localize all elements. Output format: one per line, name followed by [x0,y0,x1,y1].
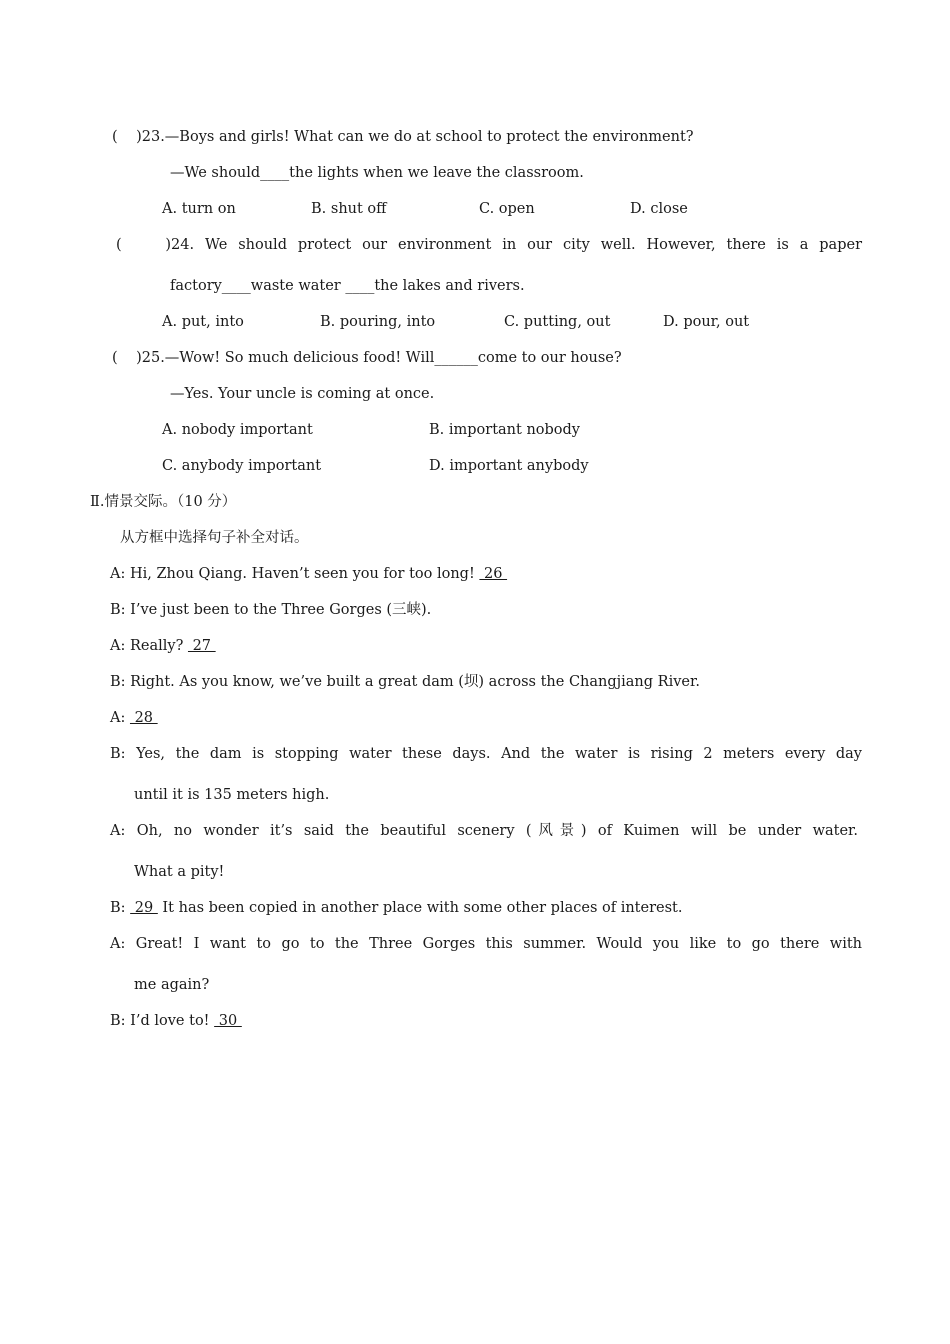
q25-stem: ( )25.—Wow! So much delicious food! Will______come to our house? [112,350,622,366]
q24-option-b: B. pouring, into [320,314,436,330]
q23-option-d: D. close [630,201,688,217]
section-instruction: 从方框中选择句子补全对话。 [120,530,309,546]
q24-stem: ( )24. We should protect our environment in our city well. However, there is a paper [116,237,862,253]
q23-stem: ( )23.—Boys and girls! What can we do at school to protect the environment? [112,129,694,145]
q23-option-c: C. open [479,201,535,217]
dialogue-line-6a: B: Yes, the dam is stopping water these days. And the water is rising 2 meters every day [110,746,862,762]
dialogue-line-2: B: I’ve just been to the Three Gorges (三峡). [110,602,432,618]
dialogue-line-1: A: Hi, Zhou Qiang. Haven’t seen you for too long! 26 [110,566,508,582]
dialogue-line-5: A: 28 [110,710,158,726]
q25-stem2: —Yes. Your uncle is coming at once. [170,386,435,402]
q25-option-b: B. important nobody [429,422,581,438]
q25-option-d: D. important anybody [429,458,589,474]
blank-26: 26 [479,566,508,582]
q24-option-c: C. putting, out [504,314,611,330]
dialogue-line-9b: me again? [134,977,210,993]
blank-29: 29 [130,900,158,916]
q24-option-d: D. pour, out [663,314,750,330]
q23-stem2: —We should____the lights when we leave the classroom. [170,165,584,181]
section-heading: Ⅱ.情景交际。（10 分） [90,494,237,510]
q23-option-a: A. turn on [162,201,236,217]
dialogue-line-7b: What a pity! [134,864,225,880]
q25-option-a: A. nobody important [162,422,313,438]
q24-option-a: A. put, into [162,314,244,330]
blank-30: 30 [214,1013,242,1029]
q24-stem2: factory____waste water ____the lakes and rivers. [170,278,525,294]
dialogue-line-4: B: Right. As you know, we’ve built a great dam (坝) across the Changjiang River. [110,674,700,690]
dialogue-line-7a: A: Oh, no wonder it’s said the beautiful scenery (风景) of Kuimen will be under water. [110,823,858,839]
blank-28: 28 [129,710,158,726]
dialogue-line-6b: until it is 135 meters high. [134,787,330,803]
dialogue-line-9a: A: Great! I want to go to the Three Gorges this summer. Would you like to go there with [110,936,862,952]
dialogue-line-3: A: Really? 27 [110,638,216,654]
q25-option-c: C. anybody important [162,458,322,474]
dialogue-line-10: B: I’d love to! 30 [110,1013,242,1029]
q23-option-b: B. shut off [311,201,387,217]
blank-27: 27 [187,638,216,654]
dialogue-line-8: B: 29 It has been copied in another place with some other places of interest. [110,900,683,916]
